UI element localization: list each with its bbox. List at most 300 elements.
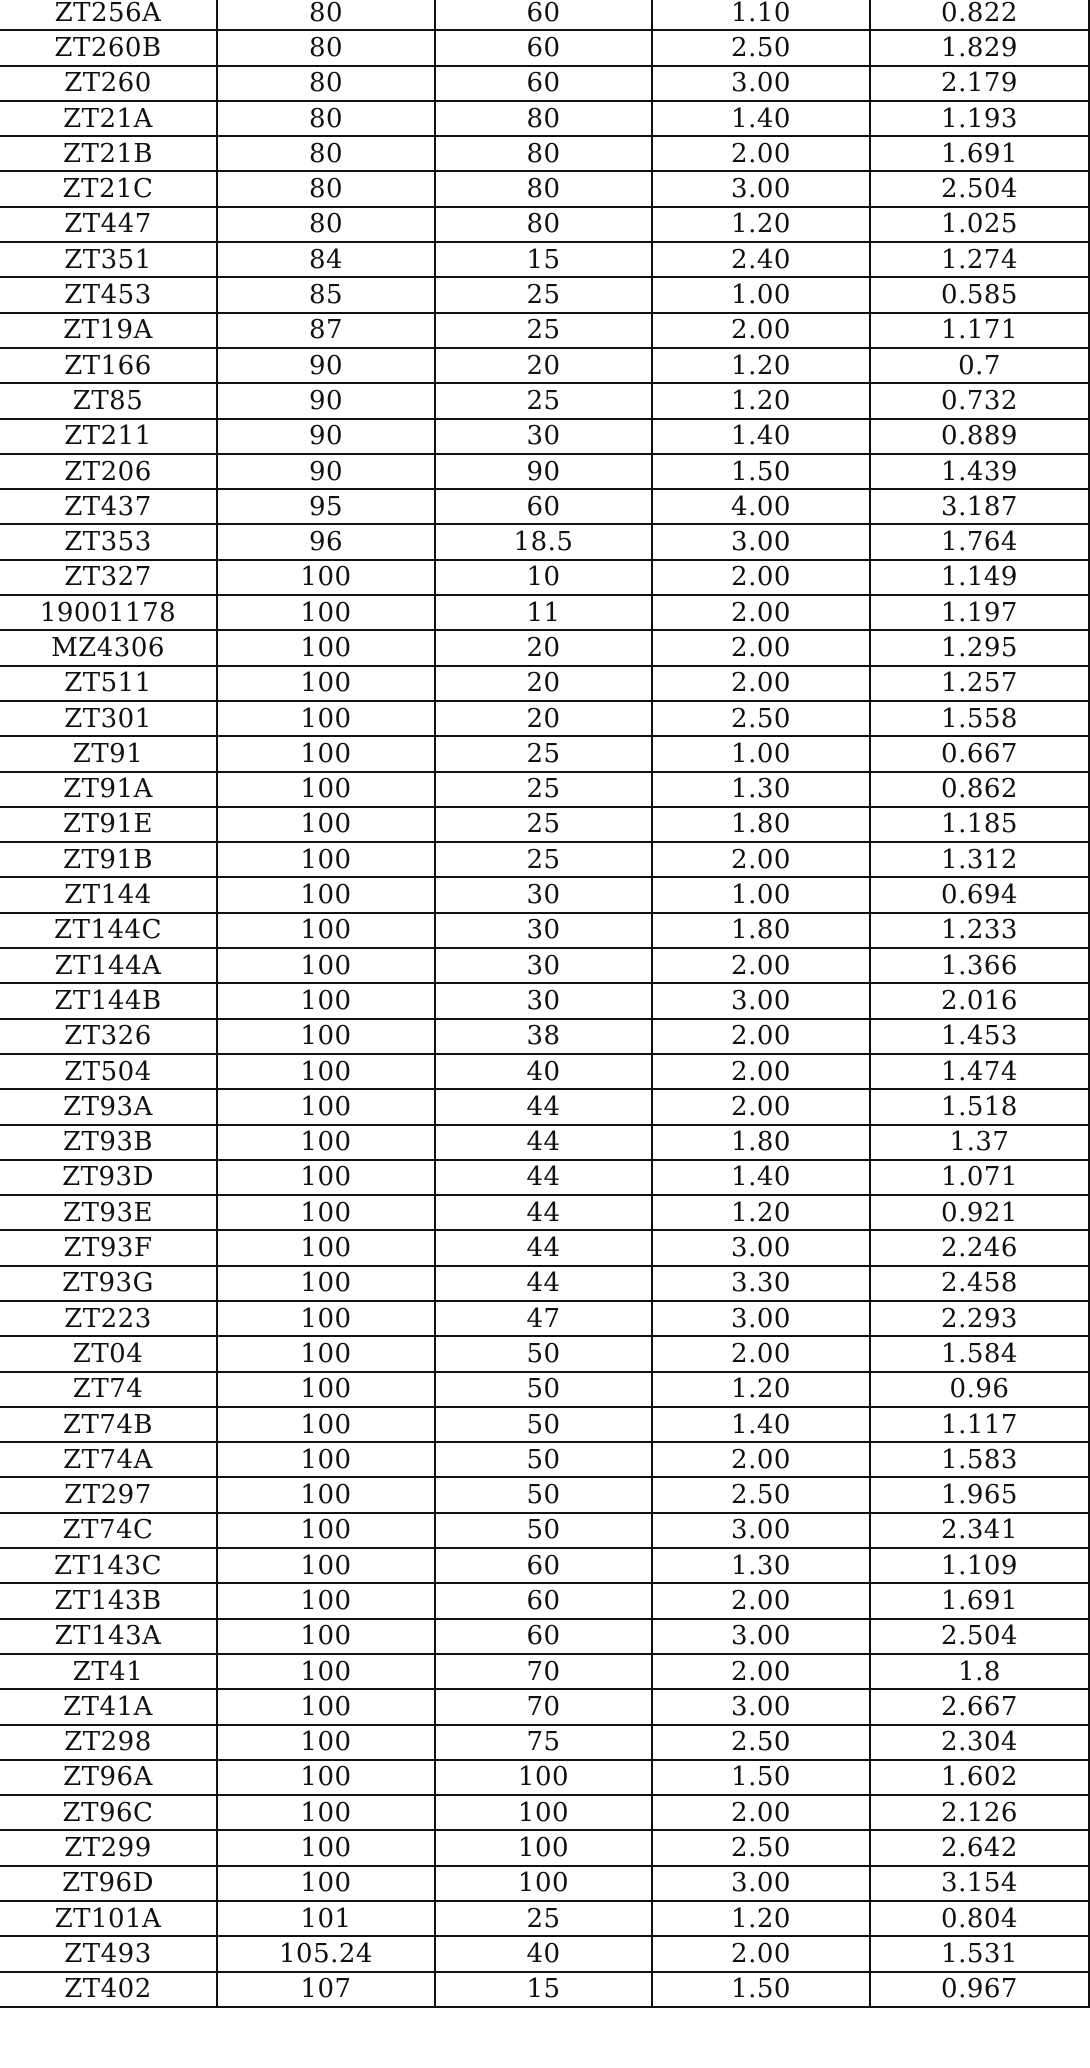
col3-cell: 60 <box>435 66 652 101</box>
code-cell: ZT256A <box>0 0 217 30</box>
col2-cell: 80 <box>217 207 435 242</box>
col2-cell: 80 <box>217 66 435 101</box>
col5-cell: 0.921 <box>870 1195 1089 1230</box>
col2-cell: 100 <box>217 666 435 701</box>
col3-cell: 20 <box>435 701 652 736</box>
col5-cell: 1.531 <box>870 1936 1089 1971</box>
table-row <box>0 1407 1089 1442</box>
code-cell: ZT93E <box>0 1195 217 1230</box>
col4-cell: 3.00 <box>652 1301 870 1336</box>
table-row <box>0 1654 1089 1689</box>
col2-cell: 100 <box>217 1407 435 1442</box>
col4-cell: 2.00 <box>652 1795 870 1830</box>
table-row <box>0 1795 1089 1830</box>
col2-cell: 80 <box>217 171 435 206</box>
col2-cell: 100 <box>217 1583 435 1618</box>
col2-cell: 107 <box>217 1972 435 2007</box>
col5-cell: 2.293 <box>870 1301 1089 1336</box>
col3-cell: 25 <box>435 736 652 771</box>
table-row <box>0 1866 1089 1901</box>
col2-cell: 100 <box>217 1725 435 1760</box>
code-cell: ZT101A <box>0 1901 217 1936</box>
col3-cell: 50 <box>435 1513 652 1548</box>
col3-cell: 40 <box>435 1054 652 1089</box>
col4-cell: 2.50 <box>652 30 870 65</box>
table-row <box>0 701 1089 736</box>
table-row <box>0 948 1089 983</box>
col4-cell: 1.20 <box>652 348 870 383</box>
col5-cell: 1.233 <box>870 913 1089 948</box>
table-row <box>0 1266 1089 1301</box>
col2-cell: 87 <box>217 313 435 348</box>
col3-cell: 15 <box>435 242 652 277</box>
table-row <box>0 0 1089 30</box>
col5-cell: 1.312 <box>870 842 1089 877</box>
code-cell: ZT211 <box>0 419 217 454</box>
col4-cell: 4.00 <box>652 489 870 524</box>
col3-cell: 50 <box>435 1442 652 1477</box>
col3-cell: 44 <box>435 1266 652 1301</box>
col4-cell: 3.30 <box>652 1266 870 1301</box>
code-cell: ZT504 <box>0 1054 217 1089</box>
col5-cell: 1.518 <box>870 1089 1089 1124</box>
col4-cell: 1.40 <box>652 101 870 136</box>
table-row <box>0 1548 1089 1583</box>
col4-cell: 2.00 <box>652 666 870 701</box>
col4-cell: 1.50 <box>652 1760 870 1795</box>
col2-cell: 100 <box>217 1195 435 1230</box>
col2-cell: 100 <box>217 1795 435 1830</box>
col2-cell: 80 <box>217 101 435 136</box>
col5-cell: 1.109 <box>870 1548 1089 1583</box>
col3-cell: 47 <box>435 1301 652 1336</box>
col2-cell: 100 <box>217 772 435 807</box>
col4-cell: 1.50 <box>652 1972 870 2007</box>
col3-cell: 50 <box>435 1336 652 1371</box>
table-row <box>0 1830 1089 1865</box>
code-cell: ZT96D <box>0 1866 217 1901</box>
code-cell: ZT21B <box>0 136 217 171</box>
col5-cell: 1.025 <box>870 207 1089 242</box>
code-cell: ZT41 <box>0 1654 217 1689</box>
table-row <box>0 877 1089 912</box>
col5-cell: 1.829 <box>870 30 1089 65</box>
col5-cell: 0.804 <box>870 1901 1089 1936</box>
col5-cell: 1.171 <box>870 313 1089 348</box>
col4-cell: 2.00 <box>652 560 870 595</box>
col4-cell: 2.50 <box>652 1477 870 1512</box>
col3-cell: 18.5 <box>435 524 652 559</box>
col4-cell: 3.00 <box>652 171 870 206</box>
code-cell: ZT93D <box>0 1160 217 1195</box>
code-cell: ZT493 <box>0 1936 217 1971</box>
code-cell: ZT74A <box>0 1442 217 1477</box>
col3-cell: 30 <box>435 948 652 983</box>
col4-cell: 1.20 <box>652 1195 870 1230</box>
code-cell: ZT74B <box>0 1407 217 1442</box>
col4-cell: 2.40 <box>652 242 870 277</box>
code-cell: ZT301 <box>0 701 217 736</box>
table-row <box>0 736 1089 771</box>
col2-cell: 100 <box>217 983 435 1018</box>
table-row <box>0 1936 1089 1971</box>
col3-cell: 44 <box>435 1230 652 1265</box>
col4-cell: 1.00 <box>652 277 870 312</box>
table-row <box>0 560 1089 595</box>
col5-cell: 2.179 <box>870 66 1089 101</box>
col4-cell: 2.00 <box>652 1019 870 1054</box>
col4-cell: 2.00 <box>652 313 870 348</box>
col2-cell: 100 <box>217 948 435 983</box>
code-cell: ZT447 <box>0 207 217 242</box>
col3-cell: 44 <box>435 1125 652 1160</box>
col4-cell: 1.40 <box>652 419 870 454</box>
table-row <box>0 136 1089 171</box>
col5-cell: 1.558 <box>870 701 1089 736</box>
col4-cell: 2.00 <box>652 1936 870 1971</box>
code-cell: ZT298 <box>0 1725 217 1760</box>
table-row <box>0 1160 1089 1195</box>
col4-cell: 1.20 <box>652 1372 870 1407</box>
col3-cell: 80 <box>435 171 652 206</box>
col2-cell: 100 <box>217 1548 435 1583</box>
col2-cell: 100 <box>217 1019 435 1054</box>
col5-cell: 1.453 <box>870 1019 1089 1054</box>
col2-cell: 100 <box>217 1054 435 1089</box>
code-cell: ZT299 <box>0 1830 217 1865</box>
col4-cell: 2.00 <box>652 630 870 665</box>
col5-cell: 1.602 <box>870 1760 1089 1795</box>
col3-cell: 80 <box>435 207 652 242</box>
col5-cell: 0.7 <box>870 348 1089 383</box>
col2-cell: 90 <box>217 383 435 418</box>
code-cell: MZ4306 <box>0 630 217 665</box>
col4-cell: 2.00 <box>652 1654 870 1689</box>
code-cell: ZT144 <box>0 877 217 912</box>
col3-cell: 100 <box>435 1795 652 1830</box>
col5-cell: 1.474 <box>870 1054 1089 1089</box>
col3-cell: 80 <box>435 136 652 171</box>
col5-cell: 1.965 <box>870 1477 1089 1512</box>
col5-cell: 0.667 <box>870 736 1089 771</box>
col3-cell: 100 <box>435 1866 652 1901</box>
col3-cell: 25 <box>435 1901 652 1936</box>
col4-cell: 1.30 <box>652 1548 870 1583</box>
code-cell: ZT04 <box>0 1336 217 1371</box>
code-cell: ZT143A <box>0 1619 217 1654</box>
table-row <box>0 30 1089 65</box>
col5-cell: 1.583 <box>870 1442 1089 1477</box>
col5-cell: 1.691 <box>870 136 1089 171</box>
col3-cell: 44 <box>435 1089 652 1124</box>
table-row <box>0 1972 1089 2007</box>
col2-cell: 101 <box>217 1901 435 1936</box>
col4-cell: 3.00 <box>652 66 870 101</box>
col3-cell: 20 <box>435 666 652 701</box>
table-row <box>0 842 1089 877</box>
table-row <box>0 348 1089 383</box>
col2-cell: 84 <box>217 242 435 277</box>
col4-cell: 1.80 <box>652 913 870 948</box>
col3-cell: 30 <box>435 913 652 948</box>
col3-cell: 70 <box>435 1689 652 1724</box>
code-cell: ZT144A <box>0 948 217 983</box>
col5-cell: 1.117 <box>870 1407 1089 1442</box>
col4-cell: 1.40 <box>652 1160 870 1195</box>
col5-cell: 1.071 <box>870 1160 1089 1195</box>
col3-cell: 11 <box>435 595 652 630</box>
col4-cell: 3.00 <box>652 1230 870 1265</box>
col2-cell: 100 <box>217 807 435 842</box>
table-row <box>0 666 1089 701</box>
col5-cell: 0.822 <box>870 0 1089 30</box>
col5-cell: 0.862 <box>870 772 1089 807</box>
col4-cell: 2.00 <box>652 136 870 171</box>
code-cell: ZT21C <box>0 171 217 206</box>
code-cell: ZT74 <box>0 1372 217 1407</box>
table-row <box>0 1513 1089 1548</box>
col5-cell: 0.96 <box>870 1372 1089 1407</box>
col3-cell: 75 <box>435 1725 652 1760</box>
code-cell: ZT91 <box>0 736 217 771</box>
col3-cell: 100 <box>435 1830 652 1865</box>
col2-cell: 100 <box>217 595 435 630</box>
col2-cell: 100 <box>217 736 435 771</box>
code-cell: ZT453 <box>0 277 217 312</box>
col2-cell: 85 <box>217 277 435 312</box>
code-cell: ZT91E <box>0 807 217 842</box>
col3-cell: 10 <box>435 560 652 595</box>
col3-cell: 60 <box>435 1619 652 1654</box>
col3-cell: 50 <box>435 1372 652 1407</box>
col5-cell: 0.585 <box>870 277 1089 312</box>
col4-cell: 3.00 <box>652 983 870 1018</box>
col2-cell: 100 <box>217 1160 435 1195</box>
code-cell: ZT96A <box>0 1760 217 1795</box>
col5-cell: 0.967 <box>870 1972 1089 2007</box>
col3-cell: 44 <box>435 1195 652 1230</box>
table-row <box>0 1725 1089 1760</box>
col4-cell: 1.20 <box>652 383 870 418</box>
col2-cell: 100 <box>217 1336 435 1371</box>
col2-cell: 100 <box>217 1125 435 1160</box>
col4-cell: 1.00 <box>652 736 870 771</box>
col4-cell: 2.00 <box>652 1089 870 1124</box>
table-row <box>0 242 1089 277</box>
col3-cell: 25 <box>435 807 652 842</box>
table-row <box>0 1019 1089 1054</box>
col4-cell: 3.00 <box>652 1689 870 1724</box>
col4-cell: 2.00 <box>652 595 870 630</box>
table-row <box>0 1336 1089 1371</box>
col3-cell: 25 <box>435 383 652 418</box>
col2-cell: 105.24 <box>217 1936 435 1971</box>
col3-cell: 25 <box>435 842 652 877</box>
col4-cell: 1.10 <box>652 0 870 30</box>
col4-cell: 2.00 <box>652 842 870 877</box>
code-cell: ZT91B <box>0 842 217 877</box>
col3-cell: 60 <box>435 30 652 65</box>
table-row <box>0 1054 1089 1089</box>
col4-cell: 1.50 <box>652 454 870 489</box>
col5-cell: 2.667 <box>870 1689 1089 1724</box>
col4-cell: 3.00 <box>652 524 870 559</box>
col5-cell: 3.187 <box>870 489 1089 524</box>
table-row <box>0 772 1089 807</box>
col3-cell: 20 <box>435 630 652 665</box>
code-cell: ZT93A <box>0 1089 217 1124</box>
col3-cell: 70 <box>435 1654 652 1689</box>
col5-cell: 0.732 <box>870 383 1089 418</box>
col2-cell: 95 <box>217 489 435 524</box>
col3-cell: 25 <box>435 313 652 348</box>
col2-cell: 80 <box>217 136 435 171</box>
col2-cell: 100 <box>217 630 435 665</box>
col5-cell: 1.185 <box>870 807 1089 842</box>
code-cell: ZT437 <box>0 489 217 524</box>
col3-cell: 40 <box>435 1936 652 1971</box>
col3-cell: 100 <box>435 1760 652 1795</box>
col5-cell: 2.126 <box>870 1795 1089 1830</box>
col3-cell: 60 <box>435 1583 652 1618</box>
col5-cell: 1.764 <box>870 524 1089 559</box>
col5-cell: 1.439 <box>870 454 1089 489</box>
col3-cell: 25 <box>435 772 652 807</box>
col5-cell: 2.642 <box>870 1830 1089 1865</box>
code-cell: ZT511 <box>0 666 217 701</box>
table-row <box>0 595 1089 630</box>
table-row <box>0 101 1089 136</box>
col5-cell: 1.366 <box>870 948 1089 983</box>
col5-cell: 1.149 <box>870 560 1089 595</box>
col5-cell: 0.889 <box>870 419 1089 454</box>
code-cell: ZT297 <box>0 1477 217 1512</box>
col4-cell: 2.00 <box>652 948 870 983</box>
table-row <box>0 1689 1089 1724</box>
code-cell: ZT327 <box>0 560 217 595</box>
col5-cell: 1.37 <box>870 1125 1089 1160</box>
code-cell: ZT96C <box>0 1795 217 1830</box>
col4-cell: 1.20 <box>652 1901 870 1936</box>
col5-cell: 3.154 <box>870 1866 1089 1901</box>
code-cell: ZT144B <box>0 983 217 1018</box>
table-row <box>0 1760 1089 1795</box>
col4-cell: 3.00 <box>652 1619 870 1654</box>
code-cell: ZT93B <box>0 1125 217 1160</box>
col2-cell: 80 <box>217 0 435 30</box>
col2-cell: 100 <box>217 1830 435 1865</box>
col2-cell: 100 <box>217 877 435 912</box>
col2-cell: 100 <box>217 1372 435 1407</box>
table-row <box>0 630 1089 665</box>
col3-cell: 50 <box>435 1407 652 1442</box>
table-row <box>0 1583 1089 1618</box>
col4-cell: 1.80 <box>652 807 870 842</box>
table-row <box>0 1125 1089 1160</box>
col4-cell: 2.00 <box>652 1442 870 1477</box>
code-cell: ZT21A <box>0 101 217 136</box>
table-row <box>0 1230 1089 1265</box>
col2-cell: 100 <box>217 1654 435 1689</box>
table-row <box>0 807 1089 842</box>
col3-cell: 30 <box>435 983 652 1018</box>
col4-cell: 3.00 <box>652 1866 870 1901</box>
code-cell: ZT260 <box>0 66 217 101</box>
table-row <box>0 1901 1089 1936</box>
col2-cell: 100 <box>217 1689 435 1724</box>
col5-cell: 1.584 <box>870 1336 1089 1371</box>
table-row <box>0 489 1089 524</box>
table-row <box>0 983 1089 1018</box>
table-row <box>0 66 1089 101</box>
code-cell: ZT93G <box>0 1266 217 1301</box>
col2-cell: 100 <box>217 1442 435 1477</box>
table-row <box>0 1477 1089 1512</box>
col5-cell: 2.504 <box>870 171 1089 206</box>
col4-cell: 2.50 <box>652 1725 870 1760</box>
col3-cell: 60 <box>435 1548 652 1583</box>
col2-cell: 90 <box>217 419 435 454</box>
table-row <box>0 1619 1089 1654</box>
col5-cell: 2.504 <box>870 1619 1089 1654</box>
table-row <box>0 171 1089 206</box>
col3-cell: 38 <box>435 1019 652 1054</box>
table-row <box>0 1195 1089 1230</box>
col3-cell: 15 <box>435 1972 652 2007</box>
code-cell: ZT85 <box>0 383 217 418</box>
col3-cell: 90 <box>435 454 652 489</box>
code-cell: ZT91A <box>0 772 217 807</box>
col2-cell: 100 <box>217 1619 435 1654</box>
code-cell: ZT260B <box>0 30 217 65</box>
col5-cell: 2.304 <box>870 1725 1089 1760</box>
table-row <box>0 207 1089 242</box>
col3-cell: 60 <box>435 489 652 524</box>
table-row <box>0 277 1089 312</box>
col5-cell: 2.246 <box>870 1230 1089 1265</box>
col2-cell: 100 <box>217 913 435 948</box>
col5-cell: 2.016 <box>870 983 1089 1018</box>
col2-cell: 100 <box>217 1760 435 1795</box>
col3-cell: 44 <box>435 1160 652 1195</box>
code-cell: ZT206 <box>0 454 217 489</box>
table-row <box>0 313 1089 348</box>
col3-cell: 80 <box>435 101 652 136</box>
col4-cell: 2.50 <box>652 1830 870 1865</box>
col4-cell: 2.00 <box>652 1336 870 1371</box>
code-cell: ZT74C <box>0 1513 217 1548</box>
code-cell: ZT223 <box>0 1301 217 1336</box>
table-row <box>0 383 1089 418</box>
code-cell: ZT93F <box>0 1230 217 1265</box>
col5-cell: 1.197 <box>870 595 1089 630</box>
col2-cell: 100 <box>217 842 435 877</box>
table-row <box>0 1372 1089 1407</box>
col3-cell: 30 <box>435 419 652 454</box>
col3-cell: 30 <box>435 877 652 912</box>
col4-cell: 1.40 <box>652 1407 870 1442</box>
col3-cell: 50 <box>435 1477 652 1512</box>
col2-cell: 100 <box>217 1301 435 1336</box>
col4-cell: 2.00 <box>652 1054 870 1089</box>
col2-cell: 100 <box>217 1230 435 1265</box>
col2-cell: 100 <box>217 1089 435 1124</box>
col5-cell: 1.295 <box>870 630 1089 665</box>
col3-cell: 60 <box>435 0 652 30</box>
table-row <box>0 419 1089 454</box>
col2-cell: 100 <box>217 1266 435 1301</box>
col2-cell: 80 <box>217 30 435 65</box>
